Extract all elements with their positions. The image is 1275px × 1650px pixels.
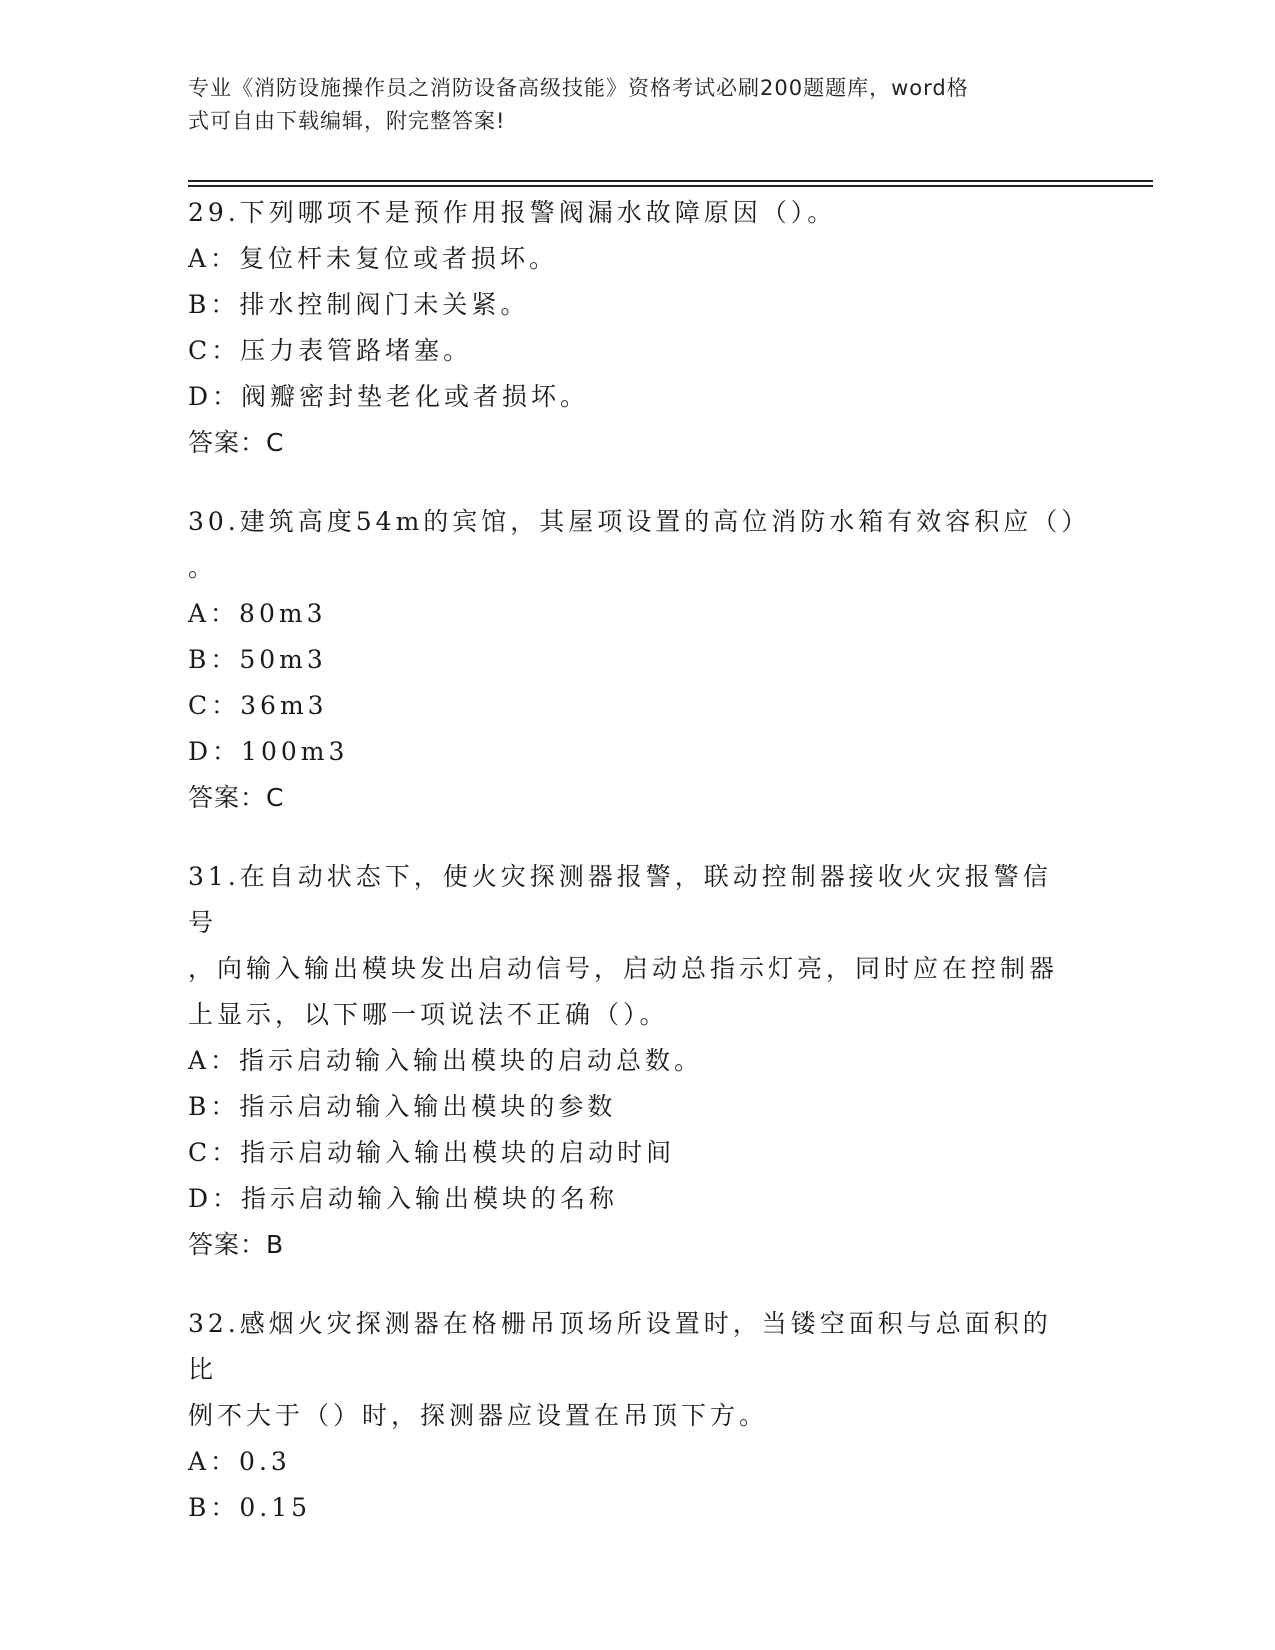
question-list	[188, 190, 1091, 1564]
option-d: D：指示启动输入输出模块的名称	[188, 1184, 619, 1213]
header-line-2: 式可自由下载编辑，附完整答案!	[188, 109, 506, 133]
question-stem: 29.下列哪项不是预作用报警阀漏水故障原因（）。	[188, 198, 837, 227]
option-a: A：指示启动输入输出模块的启动总数。	[188, 1046, 704, 1075]
header-divider-bottom	[188, 185, 1153, 187]
option-c: C：36m3	[188, 691, 328, 720]
question-30	[188, 499, 1091, 821]
question-stem-continued: 例不大于（）时，探测器应设置在吊顶下方。	[188, 1401, 769, 1430]
header-line-1: 专业《消防设施操作员之消防设备高级技能》资格考试必刷200题题库，word格	[188, 76, 969, 100]
answer-line: 答案：B	[188, 1230, 285, 1259]
question-stem: 32.感烟火灾探测器在格栅吊顶场所设置时，当镂空面积与总面积的比	[188, 1309, 1052, 1384]
answer-line: 答案：C	[188, 783, 285, 812]
option-a: A：复位杆未复位或者损坏。	[188, 244, 559, 273]
option-a: A：0.3	[188, 1447, 291, 1476]
question-32	[188, 1301, 1078, 1531]
document-header	[188, 72, 1068, 138]
header-divider-top	[188, 180, 1153, 182]
answer-line: 答案：C	[188, 428, 285, 457]
option-c: C：压力表管路堵塞。	[188, 336, 473, 365]
option-d: D：阀瓣密封垫老化或者损坏。	[188, 382, 590, 411]
option-b: B：排水控制阀门未关紧。	[188, 290, 530, 319]
question-stem: 30.建筑高度54m的宾馆，其屋项设置的高位消防水箱有效容积应（）	[188, 507, 1091, 536]
question-stem-continued: 上显示，以下哪一项说法不正确（）。	[188, 1000, 669, 1029]
option-a: A：80m3	[188, 599, 327, 628]
option-d: D：100m3	[188, 737, 349, 766]
question-29	[188, 190, 1078, 466]
option-b: B：50m3	[188, 645, 327, 674]
question-stem-continued: ，向输入输出模块发出启动信号，启动总指示灯亮，同时应在控制器	[188, 954, 1059, 983]
option-b: B：0.15	[188, 1493, 312, 1522]
option-b: B：指示启动输入输出模块的参数	[188, 1092, 617, 1121]
question-stem-continued: 。	[188, 553, 218, 582]
option-c: C：指示启动输入输出模块的启动时间	[188, 1138, 676, 1167]
question-stem: 31.在自动状态下，使火灾探测器报警，联动控制器接收火灾报警信号	[188, 862, 1052, 937]
question-31	[188, 854, 1078, 1268]
